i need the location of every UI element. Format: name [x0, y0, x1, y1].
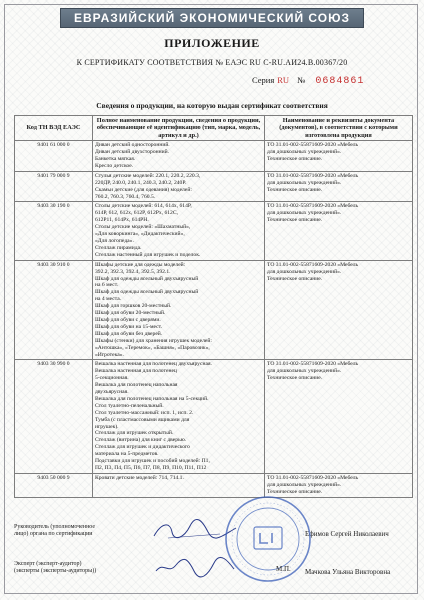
expert-label: Эксперт (эксперт-аудитор) (эксперты (эксперты-аудиторы)): [14, 561, 97, 574]
product-line: Стулья детские моделей: 220.1, 220.2, 220.3,: [95, 172, 201, 179]
product-line: 392.2, 392.3, 392.4, 392.5, 392.1.: [95, 268, 171, 275]
product-line: «Антошка», «Теремок», «Башня», «Паровозик»,: [95, 344, 210, 351]
product-line: Столы детские моделей: 614, 614х, 614Р,: [95, 203, 192, 210]
document-line: для дошкольных учреждений».: [267, 368, 342, 375]
series-label: Серия: [252, 75, 275, 85]
product-line: Шкафы (стенки) для хранения игрушек моделей:: [95, 337, 212, 344]
row-name: [93, 171, 265, 202]
table-body: [15, 141, 413, 497]
product-line: «Для логопеда».: [95, 238, 134, 244]
head-label: Руководитель (уполномоченное лицо) органа по сертификации: [14, 524, 96, 537]
row-code: 9401 61 000 0: [15, 141, 93, 172]
product-line: на 4 места.: [95, 296, 122, 303]
document-line: ТО 31.01-002-55871609-2020 «Мебель: [267, 172, 359, 179]
product-line: Стеллаж пирамида.: [95, 244, 142, 251]
head-name: Ефимов Сергей Николаевич: [305, 530, 389, 538]
row-name: [93, 260, 265, 360]
row-code: 9403 30 910 0: [15, 260, 93, 360]
product-line: на 6 мест.: [95, 282, 119, 289]
product-line: Стеллаж (витрина) для книг с дверью.: [95, 437, 187, 444]
expert-name: Мачкова Ульяна Викторовна: [305, 568, 391, 576]
product-line: Вешалка для полотенец напольная на 5-секций.: [95, 395, 209, 402]
row-name: [93, 141, 265, 172]
document-line: ТО 31.01-002-55871609-2020 «Мебель: [267, 142, 359, 149]
table-row: [15, 202, 413, 260]
document-line: ТО 31.01-002-55871609-2020 «Мебель: [267, 474, 359, 481]
product-line: 612Р11, 614Рх, 614РН.: [95, 217, 149, 224]
product-line: материала на 5-предметов.: [95, 451, 159, 458]
product-line: Вешалка настенная для полотенец двухъярусная.: [95, 361, 212, 368]
product-line: Шкаф для одежды ясельный двухъярусный: [95, 275, 199, 282]
table-header-row: [15, 116, 413, 141]
union-banner: ЕВРАЗИЙСКИЙ ЭКОНОМИЧЕСКИЙ СОЮЗ: [60, 8, 364, 28]
section-title: Сведения о продукции, на которую выдан сертификат соответствия: [96, 101, 328, 110]
certification-stamp: [222, 493, 314, 585]
header-code: Код ТН ВЭД ЕАЭС: [15, 116, 93, 141]
product-line: Стеллаж настенный для игрушек и поделок.: [95, 251, 201, 258]
product-line: Вешалка настенная для полотенец: [95, 368, 177, 375]
document-line: для дошкольных учреждений».: [267, 268, 342, 275]
product-line: Стол туалетно-массажный: исп. 1, исп. 2.: [95, 409, 194, 416]
product-line: Подставки для игрушек и пособий моделей: П1,: [95, 458, 210, 465]
product-line: Шкаф для горшков 20-местный.: [95, 303, 172, 310]
product-line: Шкаф для одежды ясельный двухъярусный: [95, 289, 199, 296]
product-line: 220ДР, 240.0, 240.1, 240.3, 240.2, 240Р.: [95, 179, 187, 186]
product-line: П2, П3, П4, П5, П6, П7, П8, П9, П10, П11, П12: [95, 465, 207, 471]
product-line: Стол туалетно-пеленальный.: [95, 402, 164, 409]
product-table: [14, 115, 413, 498]
row-code: 9403 30 190 0: [15, 202, 93, 260]
product-line: Шкаф для обуви 20-местный.: [95, 310, 166, 317]
row-docs: [265, 202, 413, 260]
product-line: Диван детский односторонний.: [95, 142, 170, 149]
product-line: Столы детские моделей: «Шахматный»,: [95, 224, 191, 231]
row-docs: [265, 141, 413, 172]
number-label: №: [297, 75, 306, 85]
serial-number: 0684861: [315, 76, 365, 87]
product-line: Кресло детское.: [95, 162, 134, 169]
table-row: [15, 141, 413, 172]
row-name: [93, 202, 265, 260]
product-line: игрушек).: [95, 423, 119, 430]
row-docs: [265, 360, 413, 474]
document-subtitle: К СЕРТИФИКАТУ СООТВЕТСТВИЯ № ЕАЭС RU С-RU.АИ24.В.00367/20: [76, 58, 348, 67]
document-line: для дошкольных учреждений».: [267, 210, 342, 217]
document-line: Техническое описание.: [267, 275, 323, 282]
product-line: Вешалка для полотенец напольная: [95, 382, 178, 389]
product-line: двухъярусная.: [95, 389, 129, 396]
document-line: для дошкольных учреждений».: [267, 149, 342, 156]
row-docs: [265, 171, 413, 202]
document-line: ТО 31.01-002-55871609-2020 «Мебель: [267, 203, 359, 210]
product-line: Шкаф для обуви без дверей.: [95, 330, 163, 337]
document-line: для дошкольных учреждений».: [267, 481, 342, 488]
product-line: Шкаф для обуви на 15-мест.: [95, 323, 163, 330]
document-line: ТО 31.01-002-55871609-2020 «Мебель: [267, 261, 359, 268]
product-line: Шкаф для обуви с дверями.: [95, 316, 161, 323]
product-line: 760.2, 760.3, 760.4, 760.5.: [95, 193, 156, 200]
product-line: Стеллаж для игрушек и дидактического: [95, 444, 190, 451]
stamp-mark: М.П.: [276, 565, 291, 573]
series-value: RU: [277, 75, 290, 85]
document-line: для дошкольных учреждений».: [267, 179, 342, 186]
product-line: Стеллаж для игрушек открытый.: [95, 430, 174, 437]
product-line: Шкафы детские для одежды моделей:: [95, 261, 186, 268]
document-line: Техническое описание.: [267, 488, 323, 495]
table-row: [15, 171, 413, 202]
product-line: Скамьи детские (для одевания) моделей:: [95, 186, 192, 193]
row-code: 9403 30 990 0: [15, 360, 93, 474]
document-line: Техническое описание.: [267, 156, 323, 163]
product-line: 614Р, 612, 612х, 612Р, 612Рх, 612С,: [95, 210, 178, 217]
row-code: 9401 79 000 9: [15, 171, 93, 202]
document-line: Техническое описание.: [267, 375, 323, 382]
document-title: ПРИЛОЖЕНИЕ: [164, 36, 260, 50]
serial-line: [252, 75, 364, 87]
header-docs: Наименование и реквизиты документа (документов), в соответствии с которыми изготовлена продукция: [265, 116, 413, 141]
product-line: 5-секционная.: [95, 375, 129, 382]
row-name: [93, 360, 265, 474]
product-line: Диван детский двухсторонний.: [95, 149, 170, 156]
product-line: Кровати детские моделей: 714, 714.1.: [95, 474, 184, 481]
document-line: Техническое описание.: [267, 186, 323, 193]
product-line: «Для коворкинга», «Дидактический»,: [95, 231, 185, 238]
table-row: [15, 260, 413, 360]
row-docs: [265, 260, 413, 360]
document-line: Техническое описание.: [267, 217, 323, 224]
row-code: 9403 50 000 9: [15, 473, 93, 497]
table-row: [15, 360, 413, 474]
document-line: ТО 31.01-002-55871609-2020 «Мебель: [267, 361, 359, 368]
header-name: Полное наименование продукции, сведения о продукции, обеспечивающие её идентификацию (тип, марка, модель, артикул и др.): [93, 116, 265, 141]
table-row: [15, 473, 413, 497]
product-line: «Игротека».: [95, 351, 124, 358]
product-line: Тумба (с пластмассовыми ящиками для: [95, 416, 190, 423]
product-line: Банкетка мягкая.: [95, 156, 136, 163]
